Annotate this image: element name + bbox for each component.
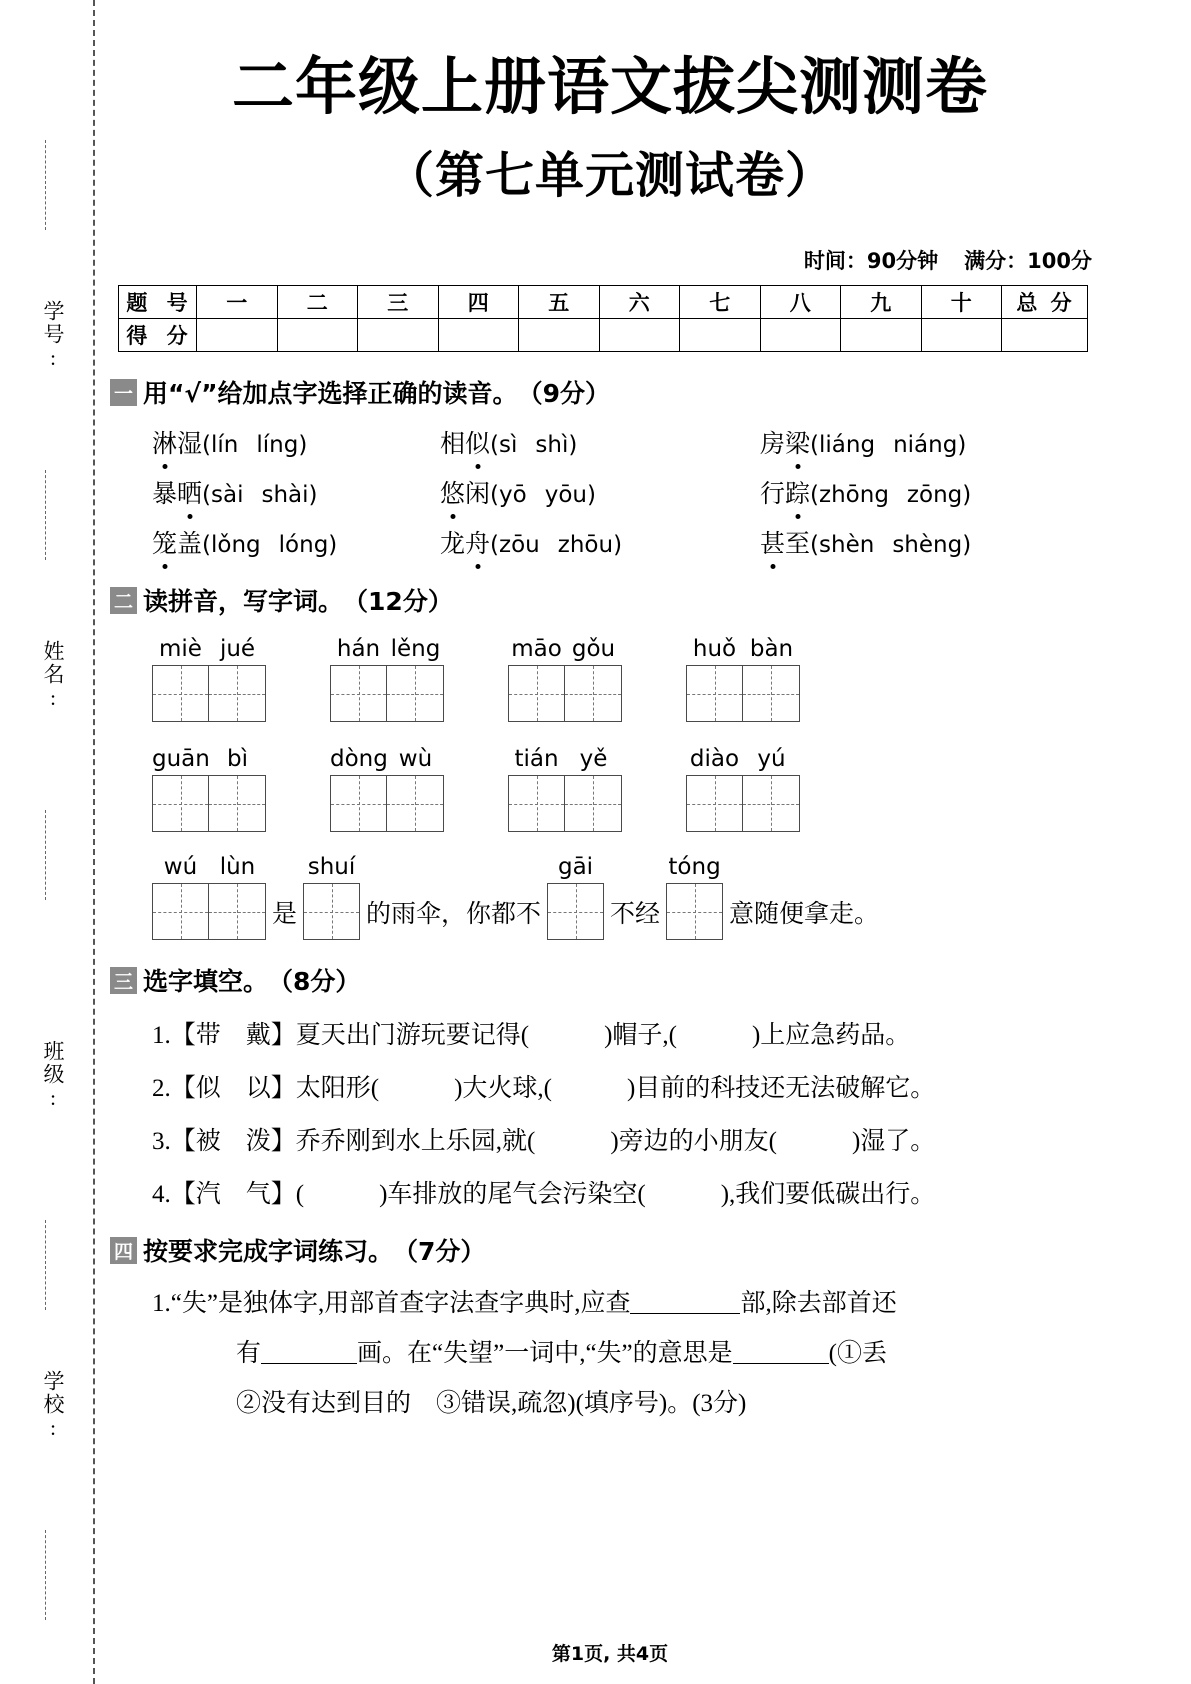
pinyin-label: wú [163,854,198,881]
tianzige-cell[interactable] [330,775,387,832]
write-word-item [666,854,723,940]
choose-word-item[interactable]: 3.【被 泼】乔乔刚到水上乐园,就( )旁边的小朋友( )湿了。 [152,1128,936,1156]
score-col-2: 二 [277,286,358,319]
pinyin-options: (yō yōu) [490,482,596,509]
sentence-text: 不经 [610,901,661,929]
q4-blank-strokes[interactable] [261,1342,357,1364]
score-col-6: 六 [599,286,680,319]
pinyin-label-row [686,746,800,772]
page-subtitle: （第七单元测试卷） [384,147,835,205]
section-number-2: 二 [110,587,137,614]
pinyin-choice-item [760,474,1090,510]
tianzige-grid[interactable] [508,665,622,722]
tianzige-grid[interactable] [666,883,723,940]
score-input-2[interactable] [277,319,358,352]
pinyin-option-b[interactable]: shài [261,482,309,509]
score-col-10: 十 [921,286,1002,319]
word-char: 房 [760,431,786,459]
pinyin-option-a[interactable]: sài [211,482,244,509]
score-input-10[interactable] [921,319,1002,352]
word-char: 闲 [465,481,491,509]
score-input-5[interactable] [519,319,600,352]
word-char: 舟 [465,524,490,560]
pinyin-option-b[interactable]: zhōu [557,532,614,559]
pinyin-choice-row [110,474,1110,510]
pinyin-label-row [508,636,622,662]
section-number-4: 四 [110,1237,137,1264]
tianzige-cell[interactable] [387,665,444,722]
section-title-4: 按要求完成字词练习 [143,1237,369,1267]
pinyin-options: (liáng niáng) [810,432,967,459]
tianzige-cell[interactable] [508,665,565,722]
pinyin-label: yě [579,746,608,773]
pinyin-label: miè [159,636,202,663]
pinyin-choice-item [110,474,440,510]
pinyin-label: gǒu [571,636,616,663]
pinyin-label-row [686,636,800,662]
word-char: 盖 [177,531,203,559]
cut-line [93,0,95,1684]
tianzige-cell[interactable] [303,883,360,940]
section-title-1: 用“√”给加点字选择正确的读音 [143,379,493,409]
pinyin-choice-item [760,524,1090,560]
tianzige-cell[interactable] [209,775,266,832]
q4-blank-meaning[interactable] [733,1342,829,1364]
score-col-1: 一 [197,286,278,319]
word-char: 行 [760,481,786,509]
write-word-item [686,746,800,832]
sentence-text: 的雨伞，你都不 [366,901,542,929]
pinyin-choice-item [760,424,1090,460]
word-char: 甚 [760,524,785,560]
word-char: 晒 [177,474,202,510]
tianzige-grid[interactable] [152,775,266,832]
tianzige-cell[interactable] [508,775,565,832]
pinyin-label-row [152,636,266,662]
q4-line1-text-a: 1.“失”是独体字,用部首查字法查字典时,应查 [152,1290,631,1318]
word-char: 暴 [152,481,178,509]
q4-blank-radical[interactable] [630,1292,740,1314]
score-table-row-label-question: 题 号 [119,286,197,319]
score-col-9: 九 [841,286,922,319]
pinyin-option-a[interactable]: sì [499,432,518,459]
section-heading-3: 三 选字填空 。 （8分） [110,962,1110,998]
pinyin-choice-item [110,524,440,560]
pinyin-label-row [152,854,266,880]
pinyin-option-a[interactable]: zhōng [819,482,889,509]
pinyin-label-row [330,746,444,772]
write-word-row [110,746,1110,832]
section-points-1: （9分） [517,379,610,409]
tianzige-cell[interactable] [387,775,444,832]
pinyin-choice-item [110,424,440,460]
tianzige-grid[interactable] [330,665,444,722]
pinyin-choice-item [440,424,760,460]
question-3-body [110,1015,1110,1210]
word-char: 悠 [440,474,465,510]
pinyin-option-a[interactable]: lín [211,432,239,459]
q4-line2-text-c: (①丢 [828,1340,887,1368]
exam-meta [110,245,1110,275]
tianzige-cell[interactable] [743,665,800,722]
score-input-total[interactable] [1002,319,1088,352]
pinyin-options: (zōu zhōu) [490,532,623,559]
pinyin-option-b[interactable]: shì [535,432,569,459]
write-word-item [152,854,266,940]
pinyin-choice-item [440,474,760,510]
score-table-row-label-score: 得 分 [119,319,197,352]
pinyin-label-row [330,636,444,662]
exam-full-score: 满分：100分 [964,249,1092,274]
margin-divider-2 [45,470,46,560]
section-number-3: 三 [110,967,137,994]
tianzige-grid[interactable] [330,775,444,832]
word-char: 相 [440,431,466,459]
tianzige-cell[interactable] [686,665,743,722]
pinyin-choice-item [440,524,760,560]
write-word-item [508,746,622,832]
pinyin-option-b[interactable]: líng [256,432,299,459]
exam-time: 时间：90分钟 [803,249,939,274]
score-input-6[interactable] [599,319,680,352]
word-char: 笼 [152,524,177,560]
tianzige-cell[interactable] [565,665,622,722]
pinyin-label-row [152,746,266,772]
choose-word-item[interactable]: 2.【似 以】太阳形( )大火球,( )目前的科技还无法破解它。 [152,1075,936,1103]
score-input-9[interactable] [841,319,922,352]
write-word-item [152,746,266,832]
tianzige-grid[interactable] [152,665,266,722]
tianzige-cell[interactable] [209,665,266,722]
pinyin-label: tián [514,746,559,773]
pinyin-label: shuí [307,854,356,881]
margin-label-class: 班级: [41,1040,65,1112]
question-4-item-1 [110,1283,1110,1419]
pinyin-label: tóng [668,854,721,881]
margin-label-name: 姓名: [41,640,65,712]
tianzige-cell[interactable] [152,883,209,940]
margin-divider-4 [45,1220,46,1310]
score-table [118,285,1088,352]
pinyin-label-row [547,854,604,880]
tianzige-grid[interactable] [152,883,266,940]
write-word-sentence-row [152,854,1110,940]
tianzige-grid[interactable] [547,883,604,940]
page-footer: 第1页, 共4页 [551,1643,669,1665]
score-input-3[interactable] [358,319,439,352]
pinyin-label: yú [757,746,786,773]
pinyin-label: māo [511,636,562,663]
score-input-8[interactable] [760,319,841,352]
score-col-3: 三 [358,286,439,319]
word-char: 踪 [785,474,810,510]
word-char: 湿 [177,431,203,459]
pinyin-label: bì [227,746,248,773]
pinyin-label: jué [219,636,256,663]
word-char: 梁 [785,424,810,460]
tianzige-cell[interactable] [666,883,723,940]
tianzige-cell[interactable] [152,665,209,722]
section-points-3: （8分） [268,967,361,997]
sentence-text: 意随便拿走。 [729,901,880,929]
pinyin-option-a[interactable]: lǒng [211,532,261,559]
pinyin-options: (sì shì) [490,432,578,459]
score-input-4[interactable] [438,319,519,352]
tianzige-cell[interactable] [330,665,387,722]
word-char: 淋 [152,424,177,460]
sentence-text: 是 [272,901,298,929]
section-title-3: 选字填空 [143,967,244,997]
question-2-body [110,636,1110,940]
section-points-2: （12分） [343,587,453,617]
pinyin-option-a[interactable]: liáng [819,432,876,459]
score-col-5: 五 [519,286,600,319]
tianzige-cell[interactable] [152,775,209,832]
tianzige-grid[interactable] [508,775,622,832]
pinyin-label: bàn [749,636,794,663]
score-col-4: 四 [438,286,519,319]
word-char: 似 [465,424,490,460]
margin-label-student-id: 学号: [41,300,65,372]
write-word-item [152,636,266,722]
pinyin-option-a[interactable]: yō [499,482,527,509]
tianzige-cell[interactable] [686,775,743,832]
choose-word-item[interactable]: 4.【汽 气】( )车排放的尾气会污染空( ),我们要低碳出行。 [152,1181,936,1209]
pinyin-option-b[interactable]: yōu [544,482,587,509]
pinyin-label: gāi [557,854,594,881]
write-word-item [547,854,604,940]
q4-line1-text-b: 部,除去部首还 [740,1290,897,1318]
pinyin-label-row [666,854,723,880]
section-heading-2: 二 读拼音，写字词 。 （12分） [110,582,1110,618]
q4-line3-text: ②没有达到目的 ③错误,疏忽)(填序号)。(3分) [236,1390,747,1418]
section-number-1: 一 [110,379,137,406]
write-word-item [303,854,360,940]
choose-word-item[interactable]: 1.【带 戴】夏天出门游玩要记得( )帽子,( )上应急药品。 [152,1022,911,1050]
score-input-1[interactable] [197,319,278,352]
tianzige-cell[interactable] [565,775,622,832]
question-1-body [110,424,1110,560]
tianzige-cell[interactable] [743,775,800,832]
pinyin-options: (lín líng) [202,432,308,459]
section-heading-4: 四 按要求完成字词练习 。 （7分） [110,1232,1110,1268]
pinyin-label: lěng [390,636,441,663]
score-col-7: 七 [680,286,761,319]
section-heading-1: 一 用“√”给加点字选择正确的读音 。 （9分） [110,374,1110,410]
pinyin-options: (sài shài) [202,482,318,509]
table-row-question-numbers [119,286,1088,319]
pinyin-option-b[interactable]: niáng [893,432,958,459]
word-char: 至 [785,531,811,559]
pinyin-options: (lǒng lóng) [202,532,338,559]
pinyin-option-b[interactable]: lóng [278,532,329,559]
pinyin-label: dòng [330,746,388,773]
pinyin-label: diào [689,746,740,773]
pinyin-option-a[interactable]: shèn [819,532,875,559]
word-char: 龙 [440,531,466,559]
q4-line2-text-b: 画。在“失望”一词中,“失”的意思是 [357,1340,733,1368]
pinyin-option-a[interactable]: zōu [499,532,540,559]
pinyin-label-row [508,746,622,772]
section-points-4: （7分） [393,1237,486,1267]
page-title: 二年级上册语文拔尖测测卷 [231,50,988,123]
score-col-total: 总 分 [1002,286,1088,319]
pinyin-label: huǒ [692,636,737,663]
tianzige-cell[interactable] [547,883,604,940]
margin-divider-1 [45,140,46,230]
pinyin-option-b[interactable]: shèng [892,532,963,559]
score-col-8: 八 [760,286,841,319]
pinyin-choice-row [110,424,1110,460]
pinyin-option-b[interactable]: zōng [906,482,963,509]
exam-page [110,0,1110,1684]
pinyin-choice-row [110,524,1110,560]
margin-divider-3 [45,810,46,900]
section-title-2: 读拼音，写字词 [143,587,319,617]
write-word-item [330,636,444,722]
pinyin-label: lùn [219,854,256,881]
margin-label-school: 学校: [41,1370,65,1442]
tianzige-grid[interactable] [686,775,800,832]
pinyin-label: guān [152,746,210,773]
write-word-item [686,636,800,722]
margin-divider-5 [45,1530,46,1620]
table-row-scores [119,319,1088,352]
score-input-7[interactable] [680,319,761,352]
pinyin-label-row [303,854,360,880]
write-word-item [330,746,444,832]
pinyin-label: wù [398,746,433,773]
tianzige-grid[interactable] [686,665,800,722]
pinyin-options: (shèn shèng) [810,532,972,559]
write-word-row [110,636,1110,722]
tianzige-cell[interactable] [209,883,266,940]
q4-line2-text-a: 有 [236,1340,262,1368]
pinyin-label: hán [336,636,381,663]
pinyin-options: (zhōng zōng) [810,482,972,509]
tianzige-grid[interactable] [303,883,360,940]
write-word-item [508,636,622,722]
